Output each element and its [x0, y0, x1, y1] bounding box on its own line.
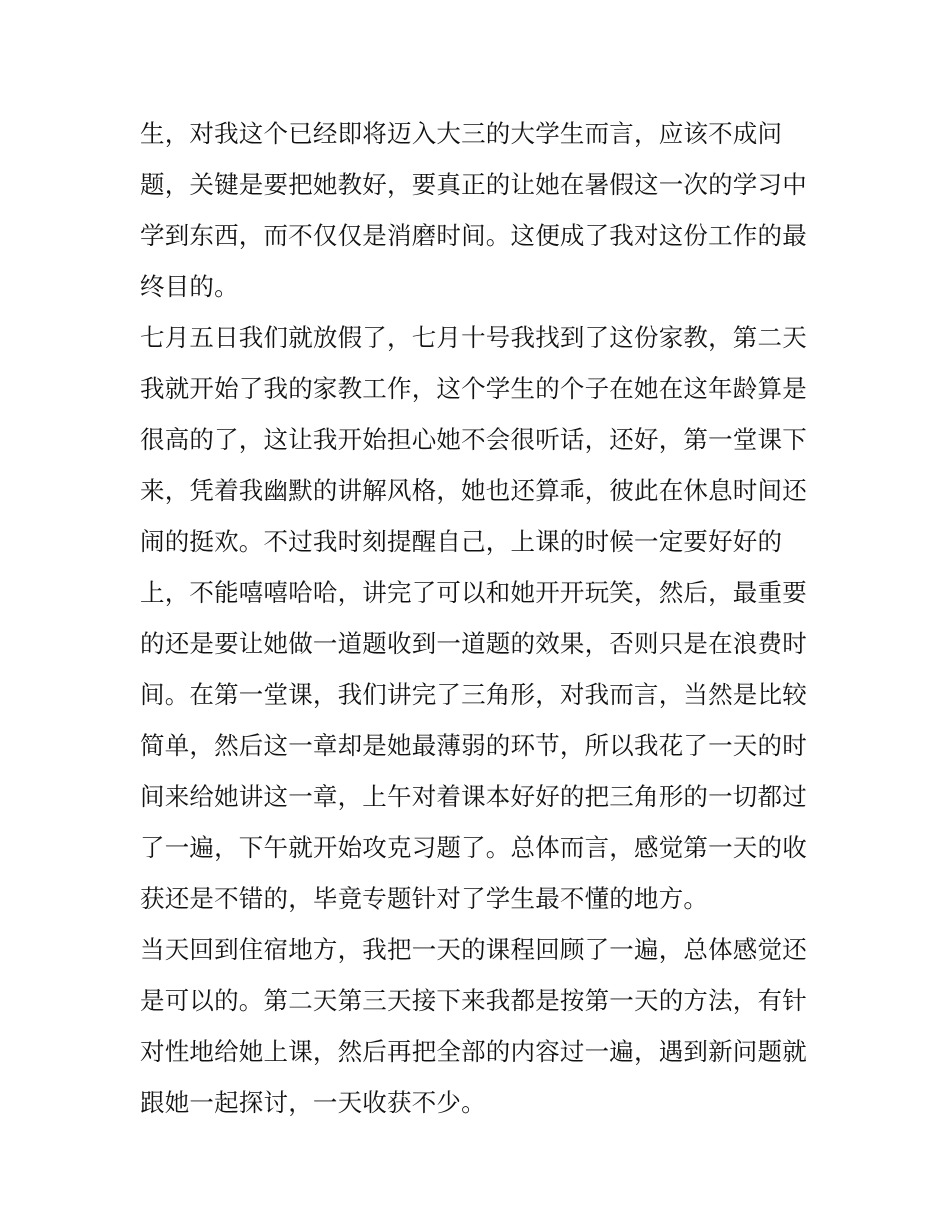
text-line: 的还是要让她做一道题收到一道题的效果，否则只是在浪费时 — [140, 629, 807, 658]
text-line: 终目的。 — [140, 272, 239, 301]
text-line: 获还是不错的，毕竟专题针对了学生最不懂的地方。 — [140, 884, 709, 913]
text-line: 学到东西，而不仅仅是消磨时间。这便成了我对这份工作的最 — [140, 221, 807, 250]
text-line: 上，不能嘻嘻哈哈，讲完了可以和她开开玩笑，然后，最重要 — [140, 578, 807, 607]
text-line: 间。在第一堂课，我们讲完了三角形，对我而言，当然是比较 — [140, 680, 807, 709]
text-line: 间来给她讲这一章，上午对着课本好好的把三角形的一切都过 — [140, 782, 807, 811]
text-line: 来，凭着我幽默的讲解风格，她也还算乖，彼此在休息时间还 — [140, 476, 807, 505]
text-line: 题，关键是要把她教好，要真正的让她在暑假这一次的学习中 — [140, 170, 807, 199]
text-line: 生，对我这个已经即将迈入大三的大学生而言，应该不成问 — [140, 119, 783, 148]
text-line: 跟她一起探讨，一天收获不少。 — [140, 1088, 486, 1117]
text-line: 简单，然后这一章却是她最薄弱的环节，所以我花了一天的时 — [140, 731, 807, 760]
text-line: 七月五日我们就放假了，七月十号我找到了这份家教，第二天 — [140, 323, 807, 352]
text-line: 了一遍，下午就开始攻克习题了。总体而言，感觉第一天的收 — [140, 833, 807, 862]
text-line: 闹的挺欢。不过我时刻提醒自己，上课的时候一定要好好的 — [140, 527, 783, 556]
document-body — [140, 108, 816, 1128]
text-line: 是可以的。第二天第三天接下来我都是按第一天的方法，有针 — [140, 986, 807, 1015]
text-line: 当天回到住宿地方，我把一天的课程回顾了一遍，总体感觉还 — [140, 935, 807, 964]
text-line: 我就开始了我的家教工作，这个学生的个子在她在这年龄算是 — [140, 374, 807, 403]
text-line: 对性地给她上课，然后再把全部的内容过一遍，遇到新问题就 — [140, 1037, 807, 1066]
text-line: 很高的了，这让我开始担心她不会很听话，还好，第一堂课下 — [140, 425, 807, 454]
